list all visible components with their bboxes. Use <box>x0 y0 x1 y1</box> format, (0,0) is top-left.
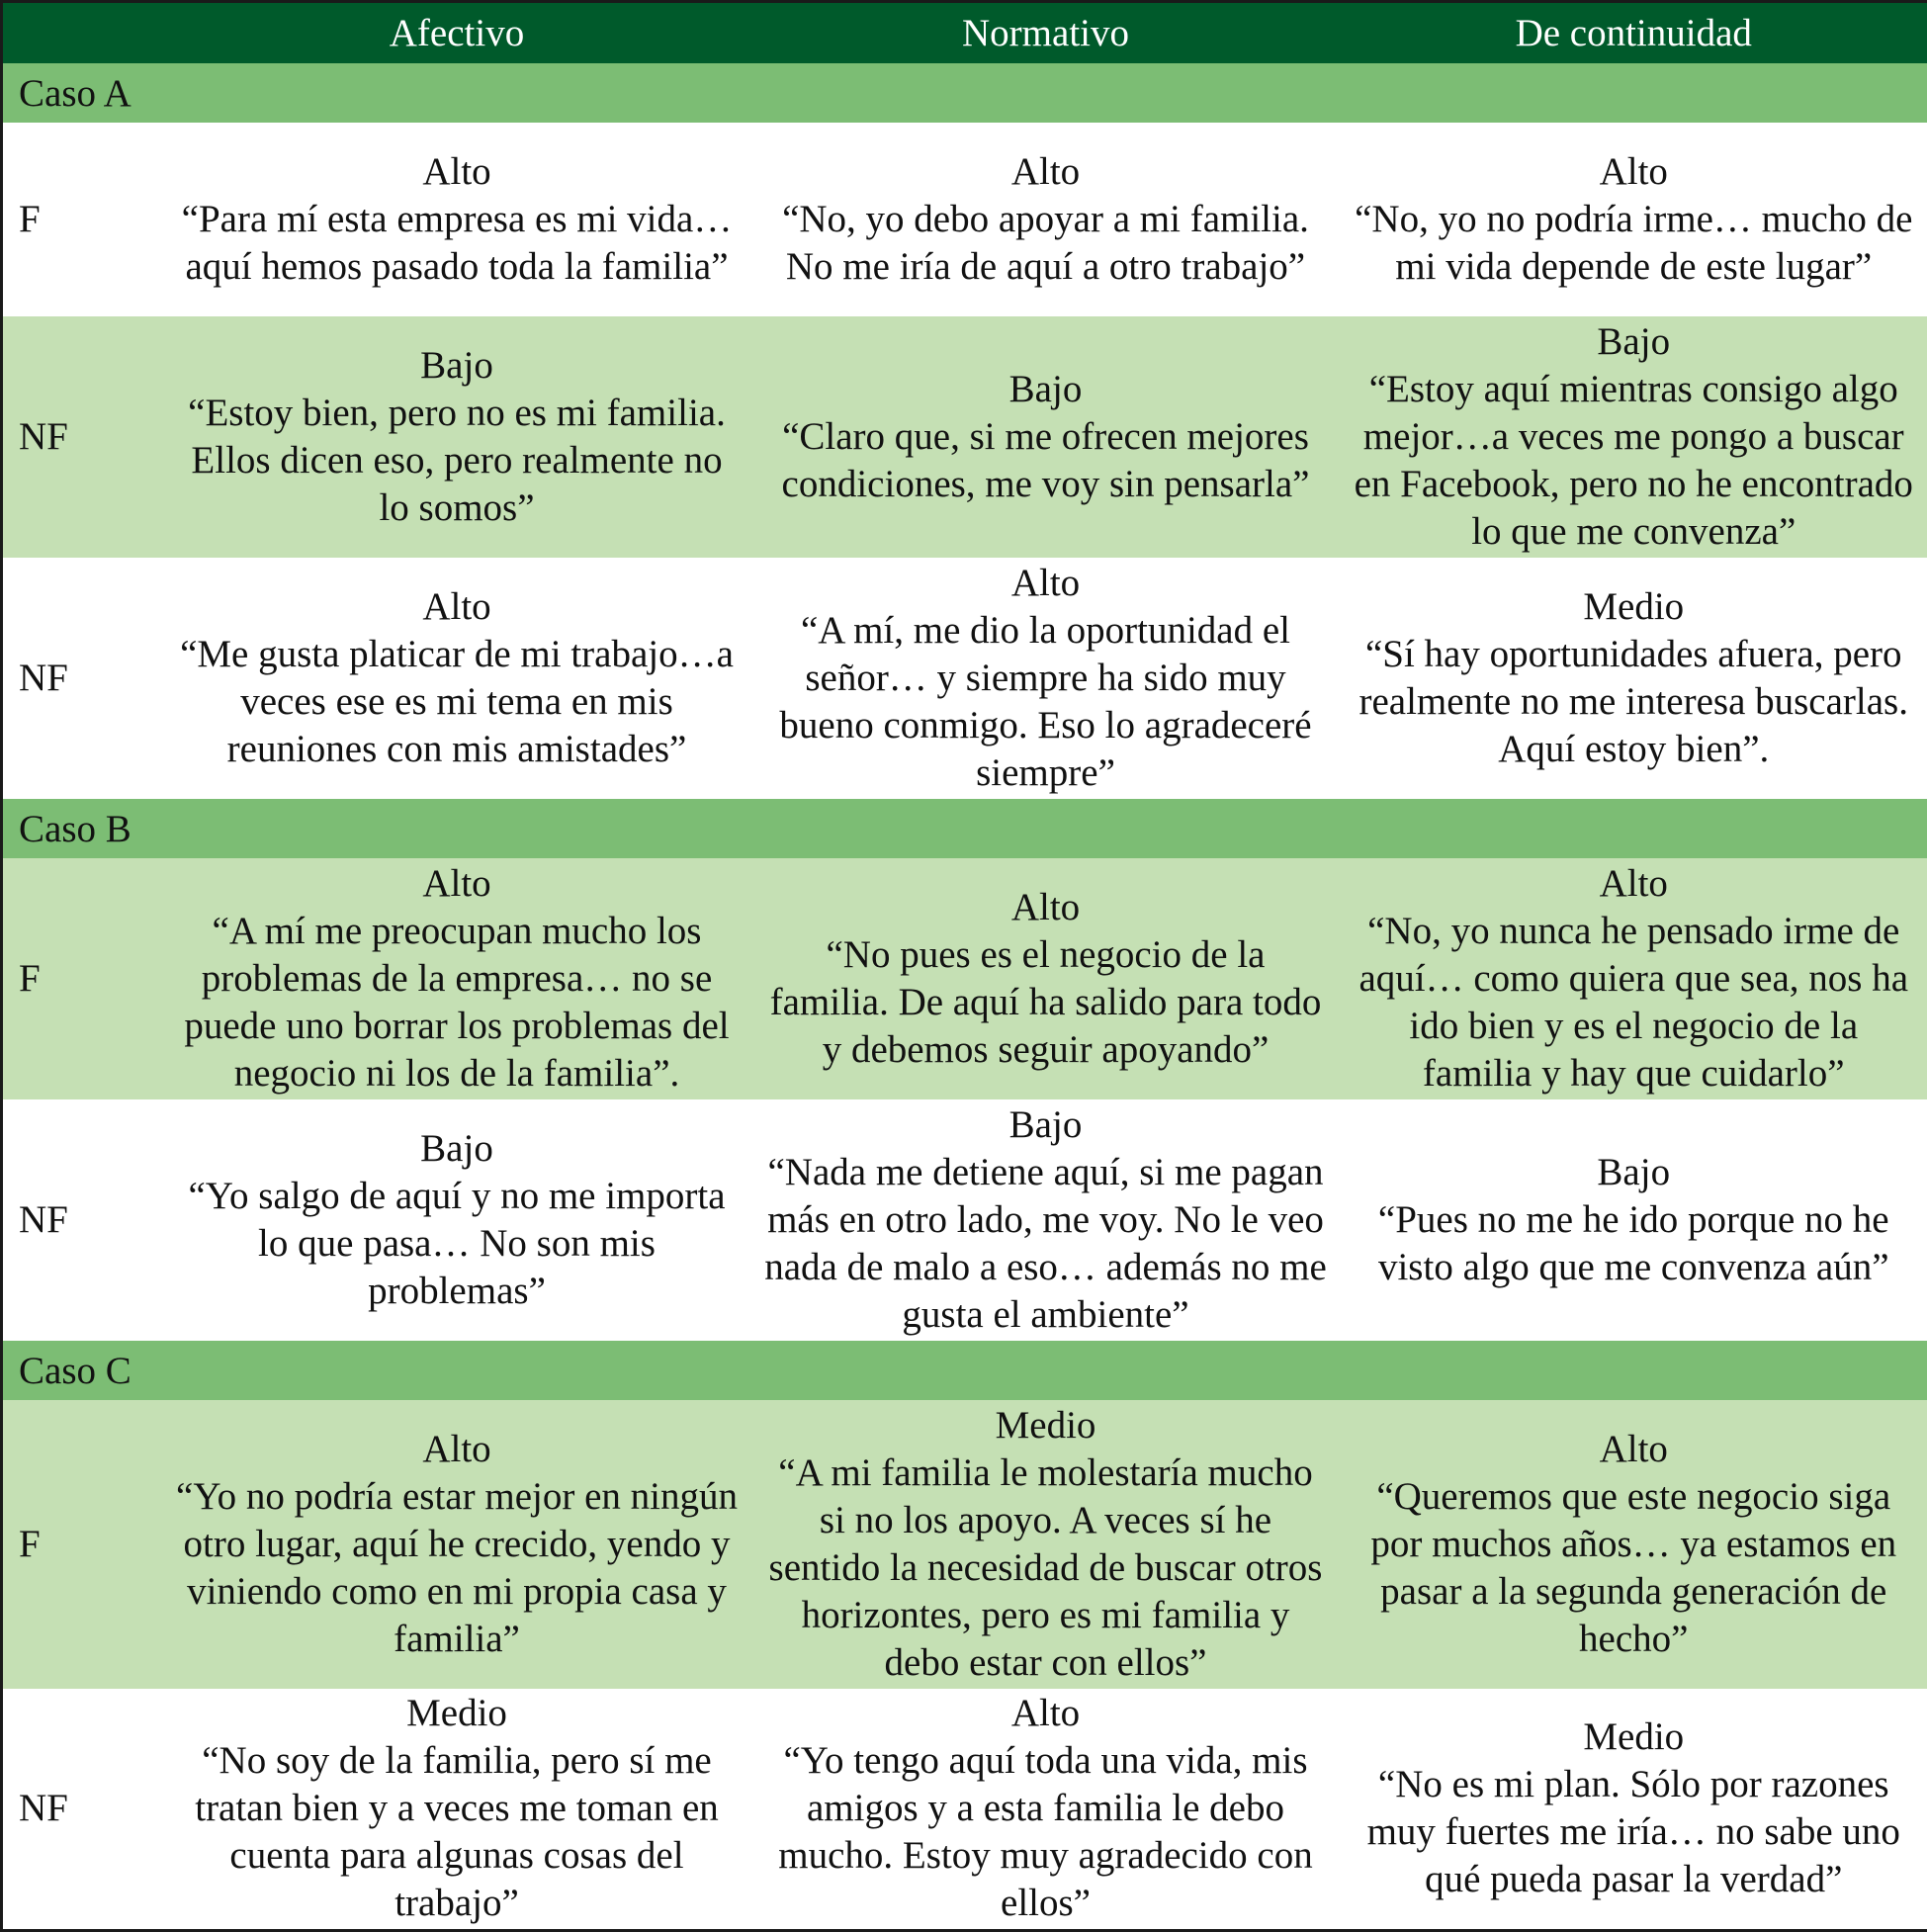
cell-afectivo <box>163 858 751 1099</box>
level-text: Medio <box>1353 1713 1916 1761</box>
level-text: Alto <box>175 860 740 908</box>
level-text: Alto <box>1353 860 1916 908</box>
case-row <box>2 63 1927 123</box>
quote-text: “No, yo no podría irme… mucho de mi vida depende de este lugar” <box>1353 196 1916 291</box>
quote-text: “Estoy bien, pero no es mi familia. Ellos dicen eso, pero realmente no lo somos” <box>175 390 740 532</box>
header-row <box>2 2 1927 64</box>
level-text: Alto <box>763 560 1329 607</box>
cell-afectivo <box>163 1400 751 1689</box>
header-blank <box>2 2 163 64</box>
quote-text: “Yo salgo de aquí y no me importa lo que pasa… No son mis problemas” <box>175 1173 740 1315</box>
case-row <box>2 799 1927 858</box>
quote-text: “Me gusta platicar de mi trabajo…a veces ese es mi tema en mis reuniones con mis amistades” <box>175 631 740 773</box>
case-row <box>2 1341 1927 1400</box>
level-text: Alto <box>763 884 1329 931</box>
cell-normativo <box>751 858 1341 1099</box>
level-text: Bajo <box>763 1101 1329 1149</box>
table-row <box>2 858 1927 1099</box>
quote-text: “Yo tengo aquí toda una vida, mis amigos y a esta familia le debo mucho. Estoy muy agradecido con ellos” <box>763 1737 1329 1927</box>
cell-afectivo <box>163 1689 751 1930</box>
header-afectivo: Afectivo <box>163 2 751 64</box>
row-type: NF <box>2 558 163 799</box>
cell-continuidad <box>1341 1400 1927 1689</box>
cell-continuidad <box>1341 558 1927 799</box>
row-type: NF <box>2 316 163 558</box>
level-text: Alto <box>1353 1426 1916 1473</box>
quote-text: “Pues no me he ido porque no he visto algo que me convenza aún” <box>1353 1196 1916 1291</box>
quote-text: “No es mi plan. Sólo por razones muy fuertes me iría… no sabe uno qué pueda pasar la verdad” <box>1353 1761 1916 1903</box>
table-row <box>2 123 1927 316</box>
quote-text: “A mí me preocupan mucho los problemas de la empresa… no se puede uno borrar los problemas del negocio ni los de la familia”. <box>175 908 740 1098</box>
cell-continuidad <box>1341 858 1927 1099</box>
case-label: Caso A <box>2 63 1927 123</box>
cell-afectivo <box>163 316 751 558</box>
row-type: F <box>2 1400 163 1689</box>
cell-normativo <box>751 123 1341 316</box>
cell-continuidad <box>1341 316 1927 558</box>
quote-text: “Queremos que este negocio siga por muchos años… ya estamos en pasar a la segunda generación de hecho” <box>1353 1473 1916 1663</box>
cell-afectivo <box>163 1099 751 1341</box>
quote-text: “Para mí esta empresa es mi vida… aquí hemos pasado toda la familia” <box>175 196 740 291</box>
cell-normativo <box>751 1099 1341 1341</box>
quote-text: “Sí hay oportunidades afuera, pero realmente no me interesa buscarlas. Aquí estoy bien”. <box>1353 631 1916 773</box>
row-type: F <box>2 858 163 1099</box>
level-text: Alto <box>175 1426 740 1473</box>
cell-normativo <box>751 1689 1341 1930</box>
level-text: Alto <box>1353 148 1916 196</box>
quote-text: “No, yo nunca he pensado irme de aquí… como quiera que sea, nos ha ido bien y es el negocio de la familia y hay que cuidarlo” <box>1353 908 1916 1098</box>
table-row <box>2 316 1927 558</box>
quote-text: “A mí, me dio la oportunidad el señor… y siempre ha sido muy bueno conmigo. Eso lo agradeceré siempre” <box>763 607 1329 797</box>
level-text: Alto <box>763 148 1329 196</box>
case-label: Caso B <box>2 799 1927 858</box>
quote-text: “No pues es el negocio de la familia. De aquí ha salido para todo y debemos seguir apoyando” <box>763 931 1329 1074</box>
cell-afectivo <box>163 558 751 799</box>
quote-text: “A mi familia le molestaría mucho si no los apoyo. A veces sí he sentido la necesidad de buscar otros horizontes, pero es mi familia y debo estar con ellos” <box>763 1449 1329 1687</box>
level-text: Medio <box>1353 583 1916 631</box>
level-text: Bajo <box>1353 1149 1916 1196</box>
table-row <box>2 1689 1927 1930</box>
row-type: NF <box>2 1099 163 1341</box>
table-row <box>2 1400 1927 1689</box>
quote-text: “Yo no podría estar mejor en ningún otro lugar, aquí he crecido, yendo y viniendo como en mi propia casa y familia” <box>175 1473 740 1663</box>
level-text: Alto <box>175 583 740 631</box>
header-normativo: Normativo <box>751 2 1341 64</box>
quote-text: “No soy de la familia, pero sí me tratan bien y a veces me toman en cuenta para algunas cosas del trabajo” <box>175 1737 740 1927</box>
case-label: Caso C <box>2 1341 1927 1400</box>
level-text: Alto <box>763 1690 1329 1737</box>
row-type: NF <box>2 1689 163 1930</box>
level-text: Bajo <box>175 1125 740 1173</box>
quote-text: “Claro que, si me ofrecen mejores condiciones, me voy sin pensarla” <box>763 413 1329 508</box>
cell-normativo <box>751 558 1341 799</box>
level-text: Bajo <box>1353 318 1916 366</box>
cell-normativo <box>751 316 1341 558</box>
table-row <box>2 1099 1927 1341</box>
row-type: F <box>2 123 163 316</box>
quote-text: “No, yo debo apoyar a mi familia. No me iría de aquí a otro trabajo” <box>763 196 1329 291</box>
level-text: Medio <box>175 1690 740 1737</box>
cell-afectivo <box>163 123 751 316</box>
level-text: Bajo <box>763 366 1329 413</box>
level-text: Alto <box>175 148 740 196</box>
cell-continuidad <box>1341 1099 1927 1341</box>
cell-normativo <box>751 1400 1341 1689</box>
level-text: Bajo <box>175 342 740 390</box>
table-row <box>2 558 1927 799</box>
header-continuidad: De continuidad <box>1341 2 1927 64</box>
quote-text: “Estoy aquí mientras consigo algo mejor…a veces me pongo a buscar en Facebook, pero no he encontrado lo que me convenza” <box>1353 366 1916 556</box>
quote-text: “Nada me detiene aquí, si me pagan más en otro lado, me voy. No le veo nada de malo a eso… además no me gusta el ambiente” <box>763 1149 1329 1339</box>
cell-continuidad <box>1341 1689 1927 1930</box>
level-text: Medio <box>763 1402 1329 1449</box>
cell-continuidad <box>1341 123 1927 316</box>
